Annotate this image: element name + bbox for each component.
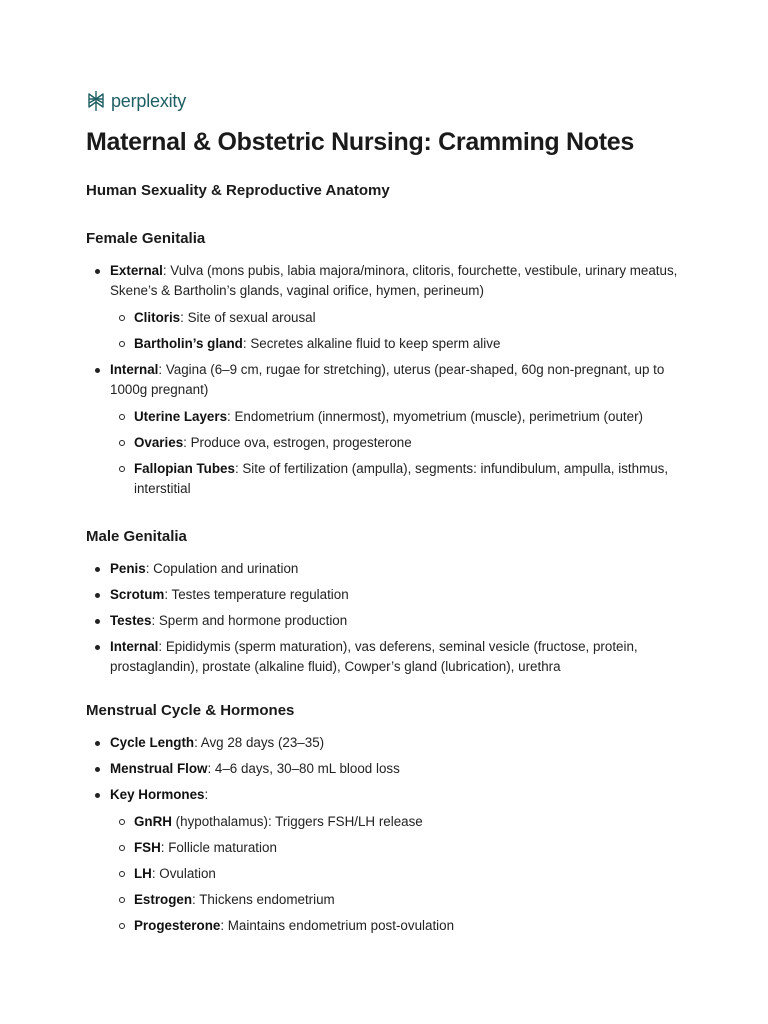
item-term: Key Hormones xyxy=(110,787,205,802)
menstrual-cycle-list xyxy=(86,733,686,942)
item-text: : Maintains endometrium post-ovulation xyxy=(220,918,455,933)
item-term: Bartholin’s gland xyxy=(134,336,243,351)
list-item xyxy=(86,611,686,631)
sub-list-item xyxy=(86,916,686,936)
sub-list-item xyxy=(86,433,686,453)
section-heading-menstrual: Menstrual Cycle & Hormones xyxy=(86,702,295,719)
list-item xyxy=(86,759,686,779)
item-term: Testes xyxy=(110,613,152,628)
perplexity-logo xyxy=(86,90,186,112)
item-term: Menstrual Flow xyxy=(110,761,208,776)
item-text: : Vulva (mons pubis, labia majora/minora, clitoris, fourchette, vestibule, urinary meatus, Skene’s & Bartholin’s glands, vaginal orifice, hymen, perineum) xyxy=(110,263,678,298)
item-text: : Follicle maturation xyxy=(160,840,277,855)
male-genitalia-list xyxy=(86,559,686,683)
item-term: FSH xyxy=(134,840,161,855)
item-term: Internal xyxy=(110,362,159,377)
sub-list-item xyxy=(86,812,686,832)
page-title: Maternal & Obstetric Nursing: Cramming Notes xyxy=(86,128,635,156)
item-term: External xyxy=(110,263,163,278)
section-heading-male: Male Genitalia xyxy=(86,528,187,545)
item-text: : Endometrium (innermost), myometrium (muscle), perimetrium (outer) xyxy=(227,409,643,424)
item-text: : Site of sexual arousal xyxy=(180,310,316,325)
item-text: : Sperm and hormone production xyxy=(151,613,348,628)
item-text: : Thickens endometrium xyxy=(192,892,335,907)
item-term: LH xyxy=(134,866,152,881)
item-term: Estrogen xyxy=(134,892,193,907)
item-text: : xyxy=(204,787,209,802)
item-text: : Produce ova, estrogen, progesterone xyxy=(183,435,412,450)
item-term: Clitoris xyxy=(134,310,181,325)
item-term: Progesterone xyxy=(134,918,221,933)
list-item xyxy=(86,733,686,753)
sub-list-item xyxy=(86,407,686,427)
sub-list-item xyxy=(86,308,686,328)
item-term: GnRH xyxy=(134,814,172,829)
list-item xyxy=(86,585,686,605)
item-text: : Epididymis (sperm maturation), vas deferens, seminal vesicle (fructose, protein, prostaglandin), prostate (alkaline fluid), Cowper’s gland (lubrication), urethra xyxy=(110,639,638,674)
sub-list-item xyxy=(86,864,686,884)
item-term: Cycle Length xyxy=(110,735,195,750)
list-item xyxy=(86,559,686,579)
perplexity-logo-icon xyxy=(86,90,106,112)
item-term: Penis xyxy=(110,561,146,576)
item-term: Internal xyxy=(110,639,159,654)
item-term: Scrotum xyxy=(110,587,165,602)
logo-wordmark: perplexity xyxy=(111,91,187,111)
list-item xyxy=(86,637,686,677)
list-item xyxy=(86,785,686,936)
item-text: : Vagina (6–9 cm, rugae for stretching), uterus (pear-shaped, 60g non-pregnant, up to 1000g pregnant) xyxy=(110,362,665,397)
sub-list-item xyxy=(86,459,686,499)
item-text: : Testes temperature regulation xyxy=(164,587,349,602)
section-heading-female: Female Genitalia xyxy=(86,230,206,247)
item-text: : Secretes alkaline fluid to keep sperm alive xyxy=(242,336,501,351)
sub-list-item xyxy=(86,334,686,354)
item-text: : Site of fertilization (ampulla), segments: infundibulum, ampulla, isthmus, interstitial xyxy=(134,461,669,496)
item-text: : Avg 28 days (23–35) xyxy=(194,735,325,750)
item-term: Uterine Layers xyxy=(134,409,228,424)
female-genitalia-list xyxy=(86,261,686,505)
item-text: (hypothalamus): Triggers FSH/LH release xyxy=(171,814,423,829)
item-term: Fallopian Tubes xyxy=(134,461,235,476)
list-item xyxy=(86,360,686,499)
sub-list-item xyxy=(86,838,686,858)
item-text: : 4–6 days, 30–80 mL blood loss xyxy=(207,761,400,776)
section-heading-anatomy: Human Sexuality & Reproductive Anatomy xyxy=(86,182,390,199)
sub-list-item xyxy=(86,890,686,910)
item-text: : Ovulation xyxy=(151,866,216,881)
list-item xyxy=(86,261,686,354)
item-text: : Copulation and urination xyxy=(145,561,299,576)
item-term: Ovaries xyxy=(134,435,184,450)
